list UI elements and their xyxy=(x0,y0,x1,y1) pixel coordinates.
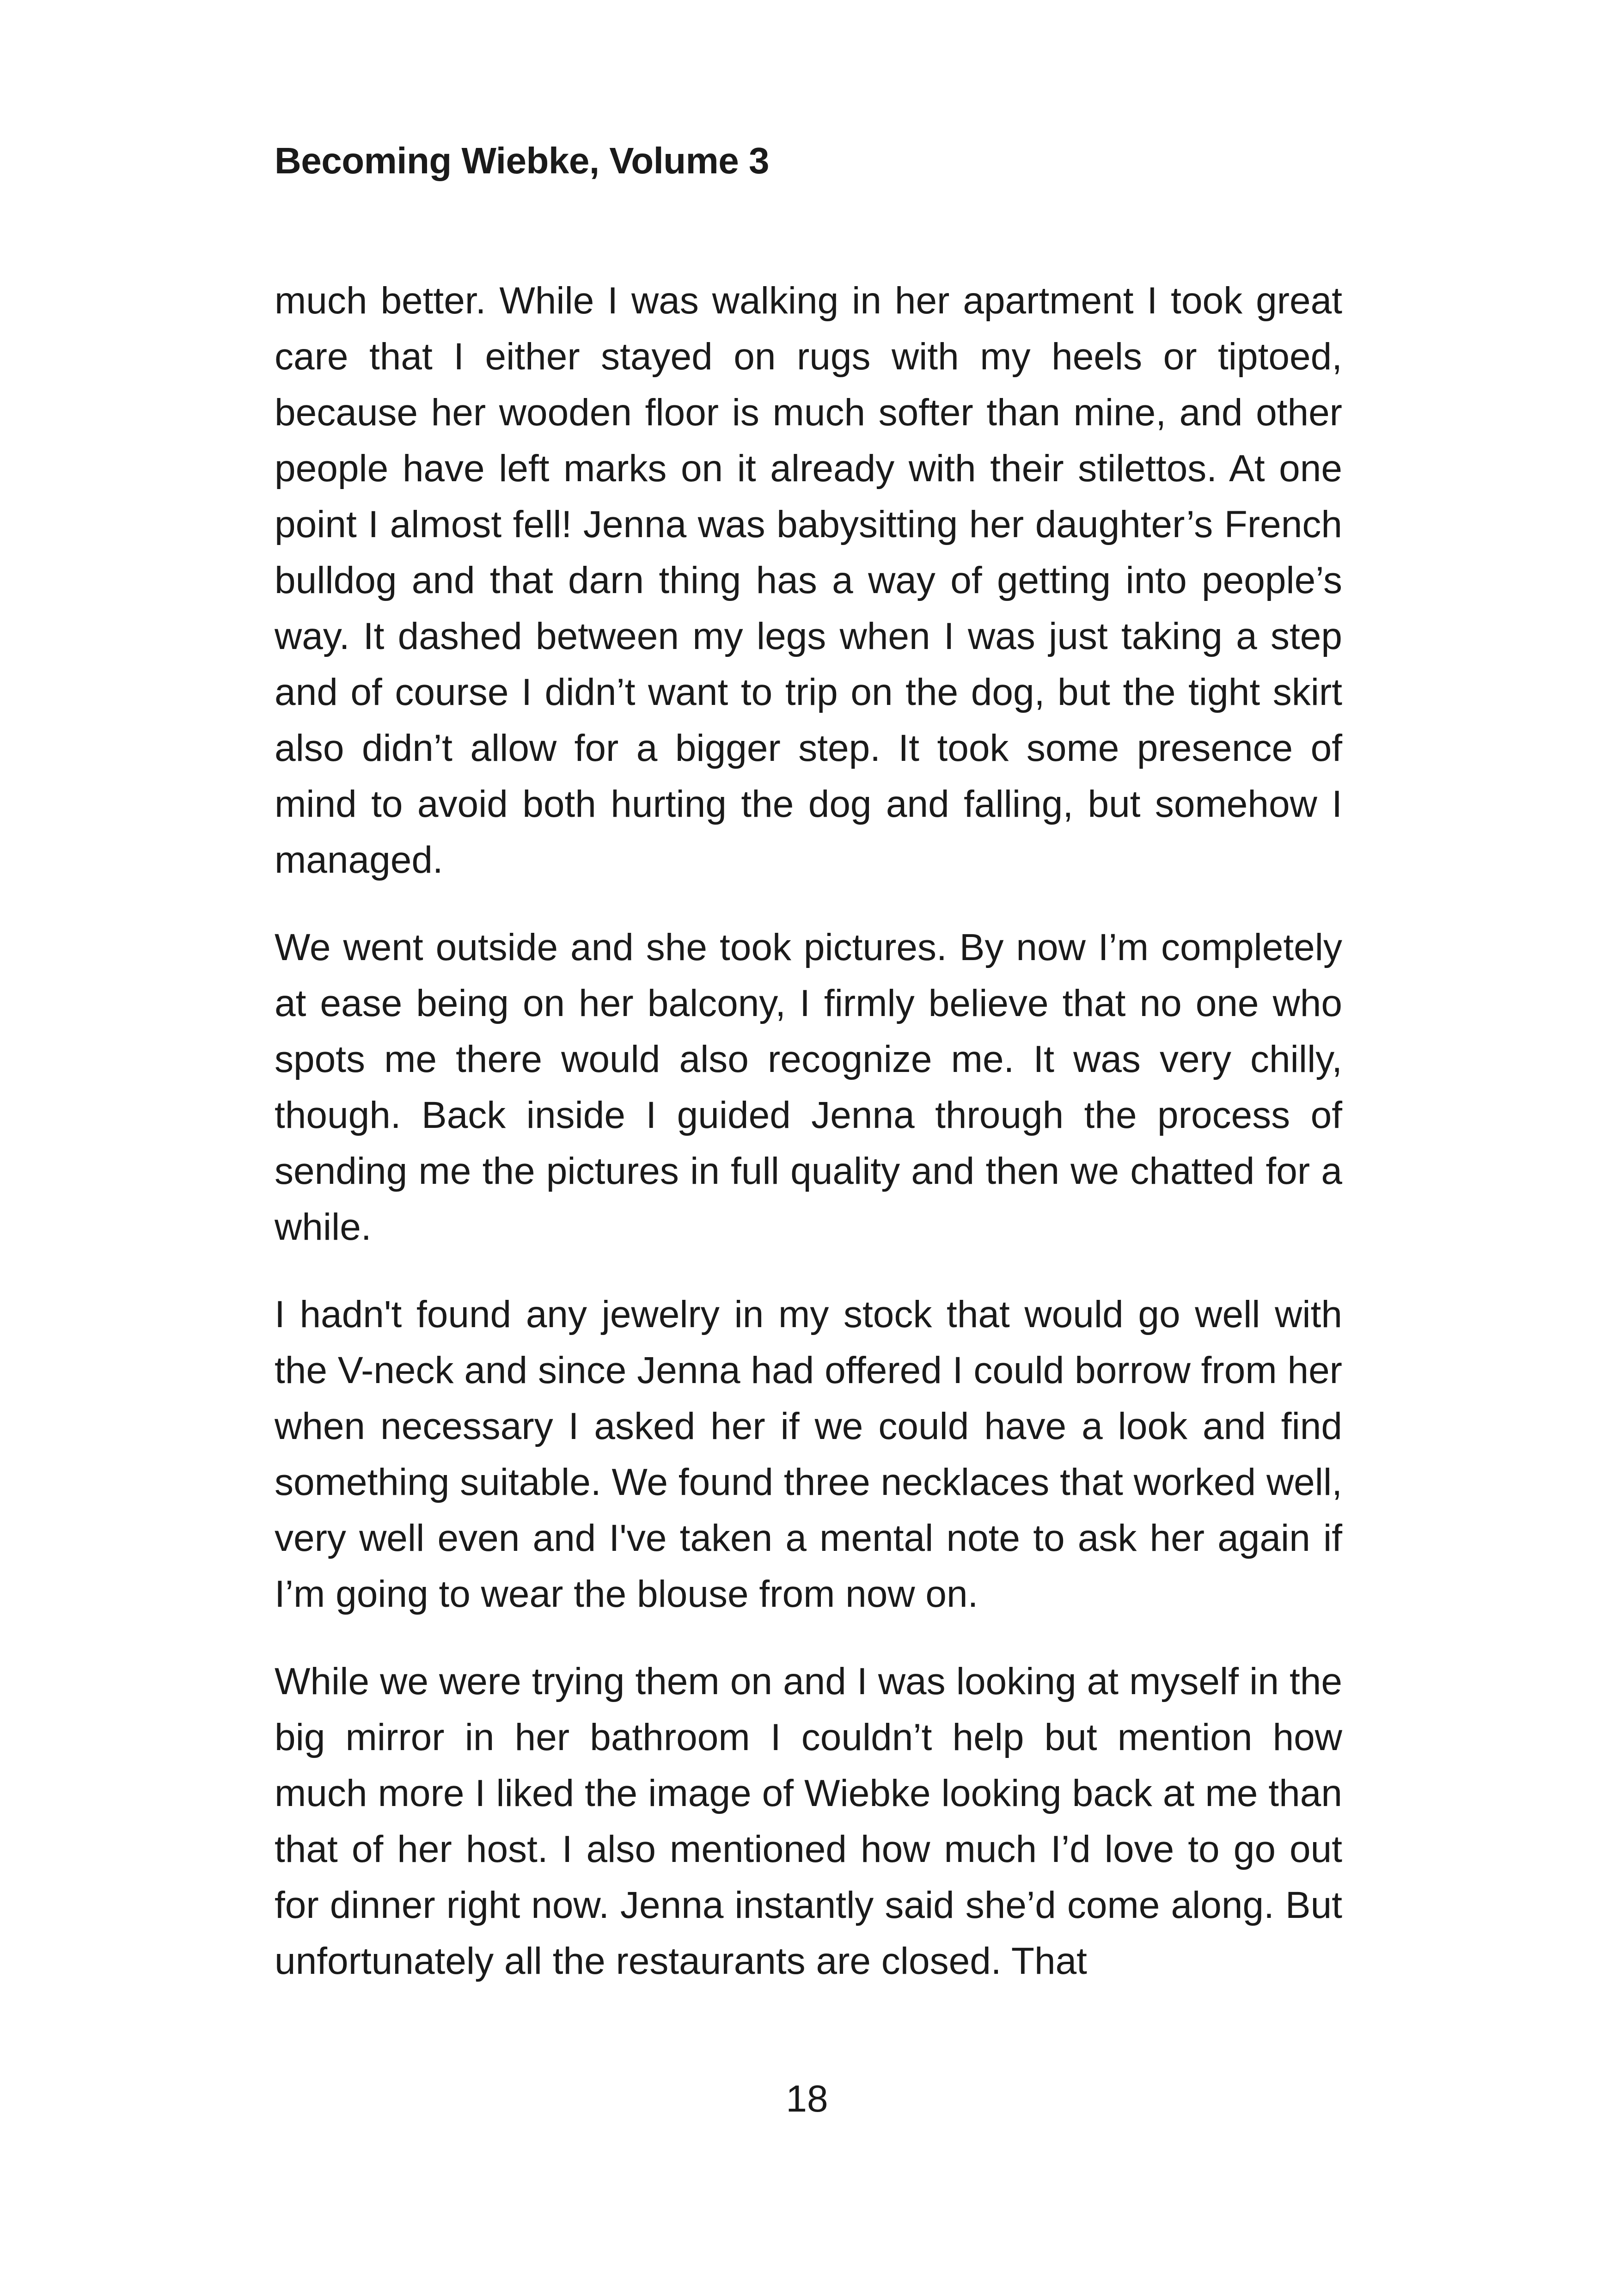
body-text xyxy=(275,273,1342,1989)
paragraph: much better. While I was walking in her apartment I took great care that I either stayed on rugs with my heels or tiptoed, because her wooden floor is much softer than mine, and other people have left marks on it already with their stilettos. At one point I almost fell! Jenna was babysitting her daughter’s French bulldog and that darn thing has a way of getting into people’s way. It dashed between my legs when I was just taking a step and of course I didn’t want to trip on the dog, but the tight skirt also didn’t allow for a bigger step. It took some presence of mind to avoid both hurting the dog and falling, but somehow I managed. xyxy=(275,280,1342,881)
page-number: 18 xyxy=(786,2078,828,2120)
running-header: Becoming Wiebke, Volume 3 xyxy=(275,140,769,181)
paragraph: We went outside and she took pictures. By now I’m completely at ease being on her balcony, I firmly believe that no one who spots me there would also recognize me. It was very chilly, though. Back inside I guided Jenna through the process of sending me the pictures in full quality and then we chatted for a while. xyxy=(275,926,1342,1248)
paragraph: While we were trying them on and I was looking at myself in the big mirror in her bathroom I couldn’t help but mention how much more I liked the image of Wiebke looking back at me than that of her host. I also mentioned how much I’d love to go out for dinner right now. Jenna instantly said she’d come along. But unfortunately all the restaurants are closed. That xyxy=(275,1660,1342,1982)
paragraph: I hadn't found any jewelry in my stock that would go well with the V-neck and since Jenna had offered I could borrow from her when necessary I asked her if we could have a look and find something suitable. We found three necklaces that worked well, very well even and I've taken a mental note to ask her again if I’m going to wear the blouse from now on. xyxy=(275,1293,1342,1615)
